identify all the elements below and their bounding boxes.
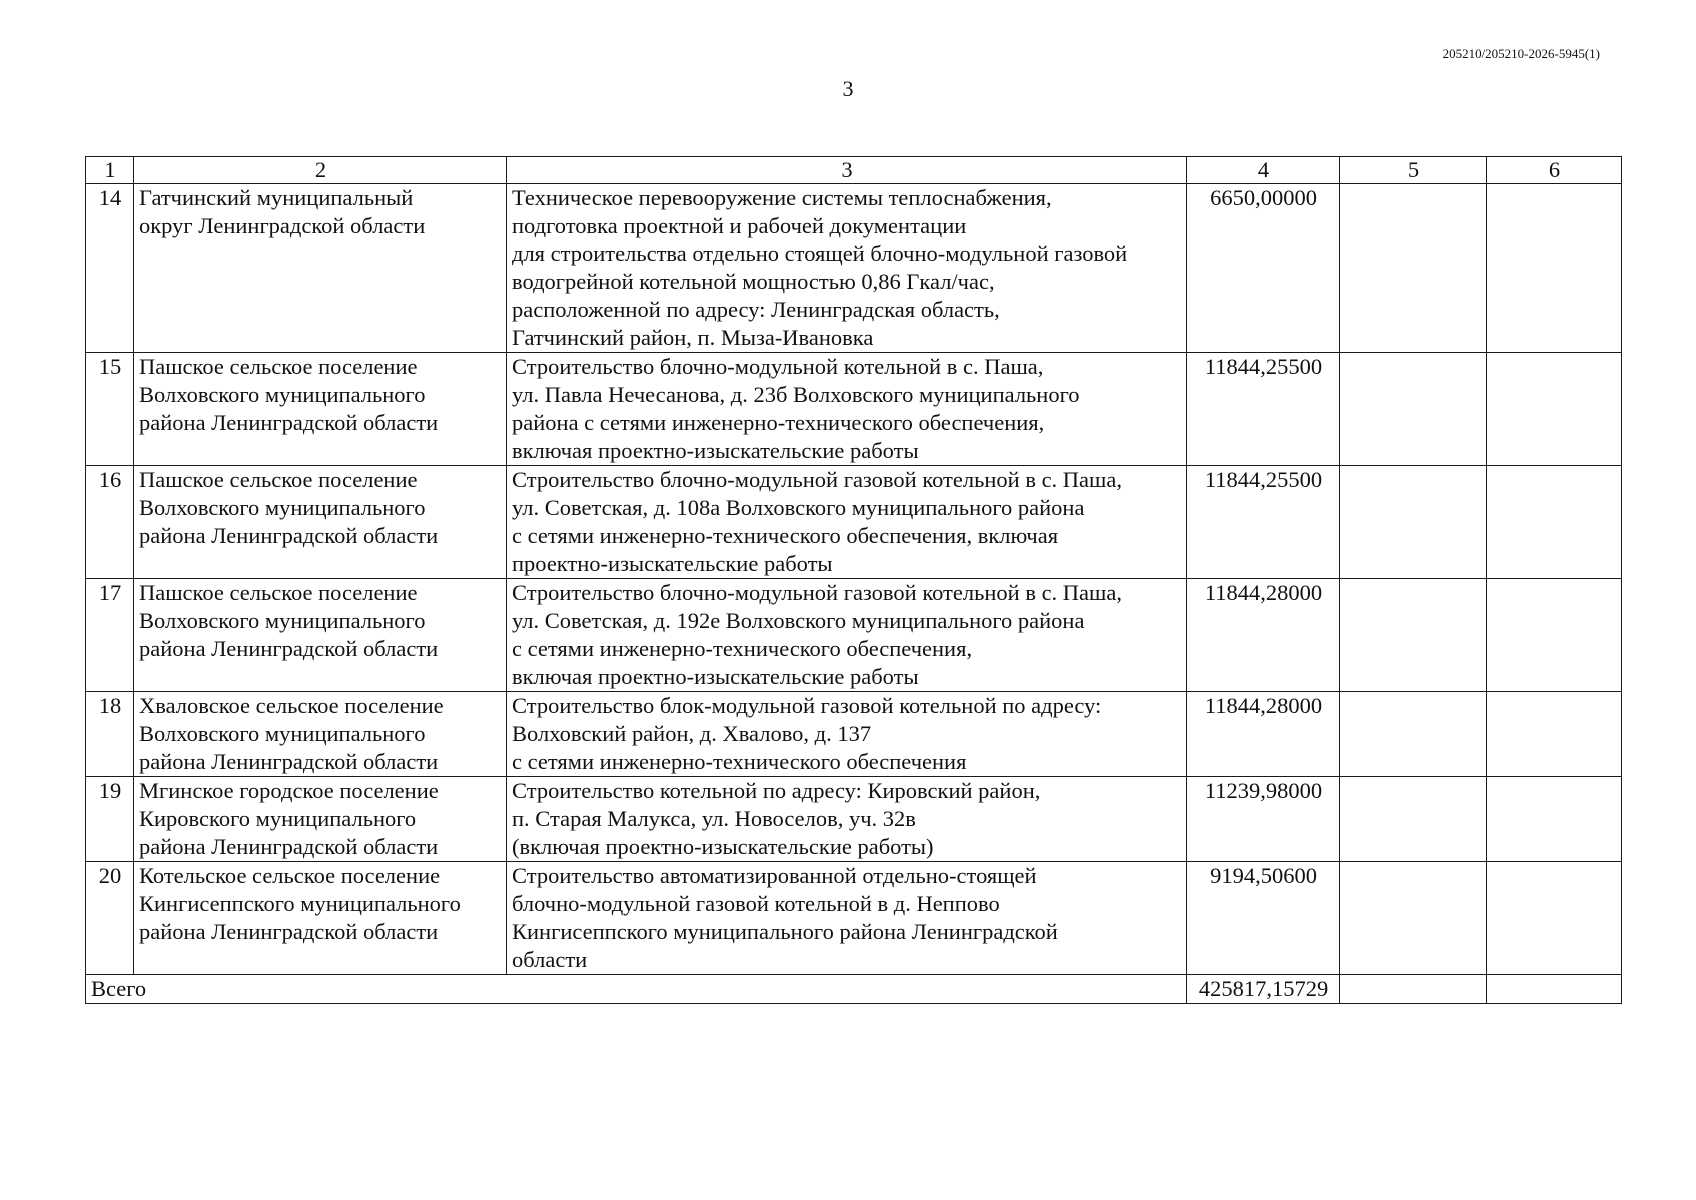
description-line: Техническое перевооружение системы теплоснабжения, (512, 185, 1052, 210)
amount-value: 11844,25500 (1187, 466, 1340, 579)
total-label: Всего (86, 975, 1187, 1004)
amount-value: 6650,00000 (1187, 184, 1340, 353)
description-line: Строительство блочно-модульной котельной в с. Паша, (512, 354, 1044, 379)
municipality-line: Гатчинский муниципальный (139, 185, 414, 210)
table-row (86, 184, 1622, 353)
total-column-5-cell (1340, 975, 1487, 1004)
description-line: Строительство котельной по адресу: Кировский район, (512, 778, 1041, 803)
description-line: с сетями инженерно-технического обеспечения, включая (512, 523, 1059, 548)
amount-value: 11844,28000 (1187, 579, 1340, 692)
description-line: Строительство автоматизированной отдельно-стоящей (512, 863, 1037, 888)
description-line: области (512, 947, 588, 972)
municipality-line: Кингисеппского муниципального (139, 891, 461, 916)
municipality-line: района Ленинградской области (139, 834, 439, 859)
column-6-cell (1487, 777, 1622, 862)
municipality-line: Волховского муниципального (139, 382, 426, 407)
project-description (507, 466, 1187, 579)
header-cell-4: 4 (1187, 157, 1340, 184)
amount-value: 11844,28000 (1187, 692, 1340, 777)
description-line: Волховский район, д. Хвалово, д. 137 (512, 721, 872, 746)
description-line: водогрейной котельной мощностью 0,86 Гкал/час, (512, 269, 995, 294)
description-line: блочно-модульной газовой котельной в д. Неппово (512, 891, 1000, 916)
column-5-cell (1340, 862, 1487, 975)
municipality-line: Волховского муниципального (139, 495, 426, 520)
description-line: п. Старая Малукса, ул. Новоселов, уч. 32в (512, 806, 916, 831)
description-line: Гатчинский район, п. Мыза-Ивановка (512, 325, 874, 350)
project-description (507, 353, 1187, 466)
header-cell-5: 5 (1340, 157, 1487, 184)
municipality-name (134, 579, 507, 692)
table-header-row (86, 157, 1622, 184)
project-description (507, 184, 1187, 353)
description-line: Строительство блок-модульной газовой котельной по адресу: (512, 693, 1102, 718)
column-6-cell (1487, 579, 1622, 692)
description-line: ул. Советская, д. 192е Волховского муниципального района (512, 608, 1085, 633)
description-line: включая проектно-изыскательские работы (512, 438, 919, 463)
row-number: 18 (86, 692, 134, 777)
column-5-cell (1340, 777, 1487, 862)
municipality-line: Волховского муниципального (139, 608, 426, 633)
municipality-line: Пашское сельское поселение (139, 354, 418, 379)
municipality-name (134, 184, 507, 353)
project-description (507, 777, 1187, 862)
column-6-cell (1487, 692, 1622, 777)
amount-value: 11239,98000 (1187, 777, 1340, 862)
total-amount: 425817,15729 (1187, 975, 1340, 1004)
amount-value: 11844,25500 (1187, 353, 1340, 466)
description-line: с сетями инженерно-технического обеспечения (512, 749, 967, 774)
description-line: подготовка проектной и рабочей документации (512, 213, 967, 238)
table-row (86, 862, 1622, 975)
total-column-6-cell (1487, 975, 1622, 1004)
table-row (86, 579, 1622, 692)
amount-value: 9194,50600 (1187, 862, 1340, 975)
municipality-name (134, 777, 507, 862)
municipality-line: района Ленинградской области (139, 636, 439, 661)
row-number: 15 (86, 353, 134, 466)
column-5-cell (1340, 692, 1487, 777)
municipality-line: Хваловское сельское поселение (139, 693, 444, 718)
funding-table (85, 156, 1622, 1004)
municipality-line: Пашское сельское поселение (139, 467, 418, 492)
row-number: 20 (86, 862, 134, 975)
municipality-name (134, 466, 507, 579)
header-cell-3: 3 (507, 157, 1187, 184)
description-line: проектно-изыскательские работы (512, 551, 833, 576)
municipality-line: района Ленинградской области (139, 523, 439, 548)
municipality-line: района Ленинградской области (139, 749, 439, 774)
municipality-name (134, 692, 507, 777)
table-row (86, 692, 1622, 777)
table-row (86, 466, 1622, 579)
municipality-line: Волховского муниципального (139, 721, 426, 746)
municipality-name (134, 862, 507, 975)
description-line: ул. Павла Нечесанова, д. 23б Волховского муниципального (512, 382, 1080, 407)
municipality-line: района Ленинградской области (139, 919, 439, 944)
description-line: для строительства отдельно стоящей блочно-модульной газовой (512, 241, 1128, 266)
description-line: с сетями инженерно-технического обеспечения, (512, 636, 973, 661)
description-line: Кингисеппского муниципального района Ленинградской (512, 919, 1058, 944)
description-line: района с сетями инженерно-технического обеспечения, (512, 410, 1045, 435)
municipality-line: округ Ленинградской области (139, 213, 426, 238)
description-line: расположенной по адресу: Ленинградская область, (512, 297, 1000, 322)
header-cell-2: 2 (134, 157, 507, 184)
column-6-cell (1487, 353, 1622, 466)
table-row (86, 777, 1622, 862)
document-id: 205210/205210-2026-5945(1) (1442, 46, 1600, 61)
row-number: 17 (86, 579, 134, 692)
header-cell-1: 1 (86, 157, 134, 184)
column-5-cell (1340, 353, 1487, 466)
row-number: 16 (86, 466, 134, 579)
description-line: (включая проектно-изыскательские работы) (512, 834, 934, 859)
row-number: 19 (86, 777, 134, 862)
project-description (507, 692, 1187, 777)
row-number: 14 (86, 184, 134, 353)
column-6-cell (1487, 184, 1622, 353)
column-5-cell (1340, 184, 1487, 353)
description-line: Строительство блочно-модульной газовой котельной в с. Паша, (512, 467, 1122, 492)
project-description (507, 862, 1187, 975)
column-6-cell (1487, 862, 1622, 975)
municipality-line: района Ленинградской области (139, 410, 439, 435)
municipality-line: Мгинское городское поселение (139, 778, 439, 803)
description-line: включая проектно-изыскательские работы (512, 664, 919, 689)
table-row (86, 353, 1622, 466)
project-description (507, 579, 1187, 692)
municipality-line: Кировского муниципального (139, 806, 417, 831)
municipality-line: Котельское сельское поселение (139, 863, 441, 888)
description-line: ул. Советская, д. 108а Волховского муниципального района (512, 495, 1085, 520)
column-5-cell (1340, 579, 1487, 692)
description-line: Строительство блочно-модульной газовой котельной в с. Паша, (512, 580, 1122, 605)
total-row (86, 975, 1622, 1004)
municipality-line: Пашское сельское поселение (139, 580, 418, 605)
column-5-cell (1340, 466, 1487, 579)
column-6-cell (1487, 466, 1622, 579)
page-number: 3 (842, 76, 854, 101)
municipality-name (134, 353, 507, 466)
header-cell-6: 6 (1487, 157, 1622, 184)
